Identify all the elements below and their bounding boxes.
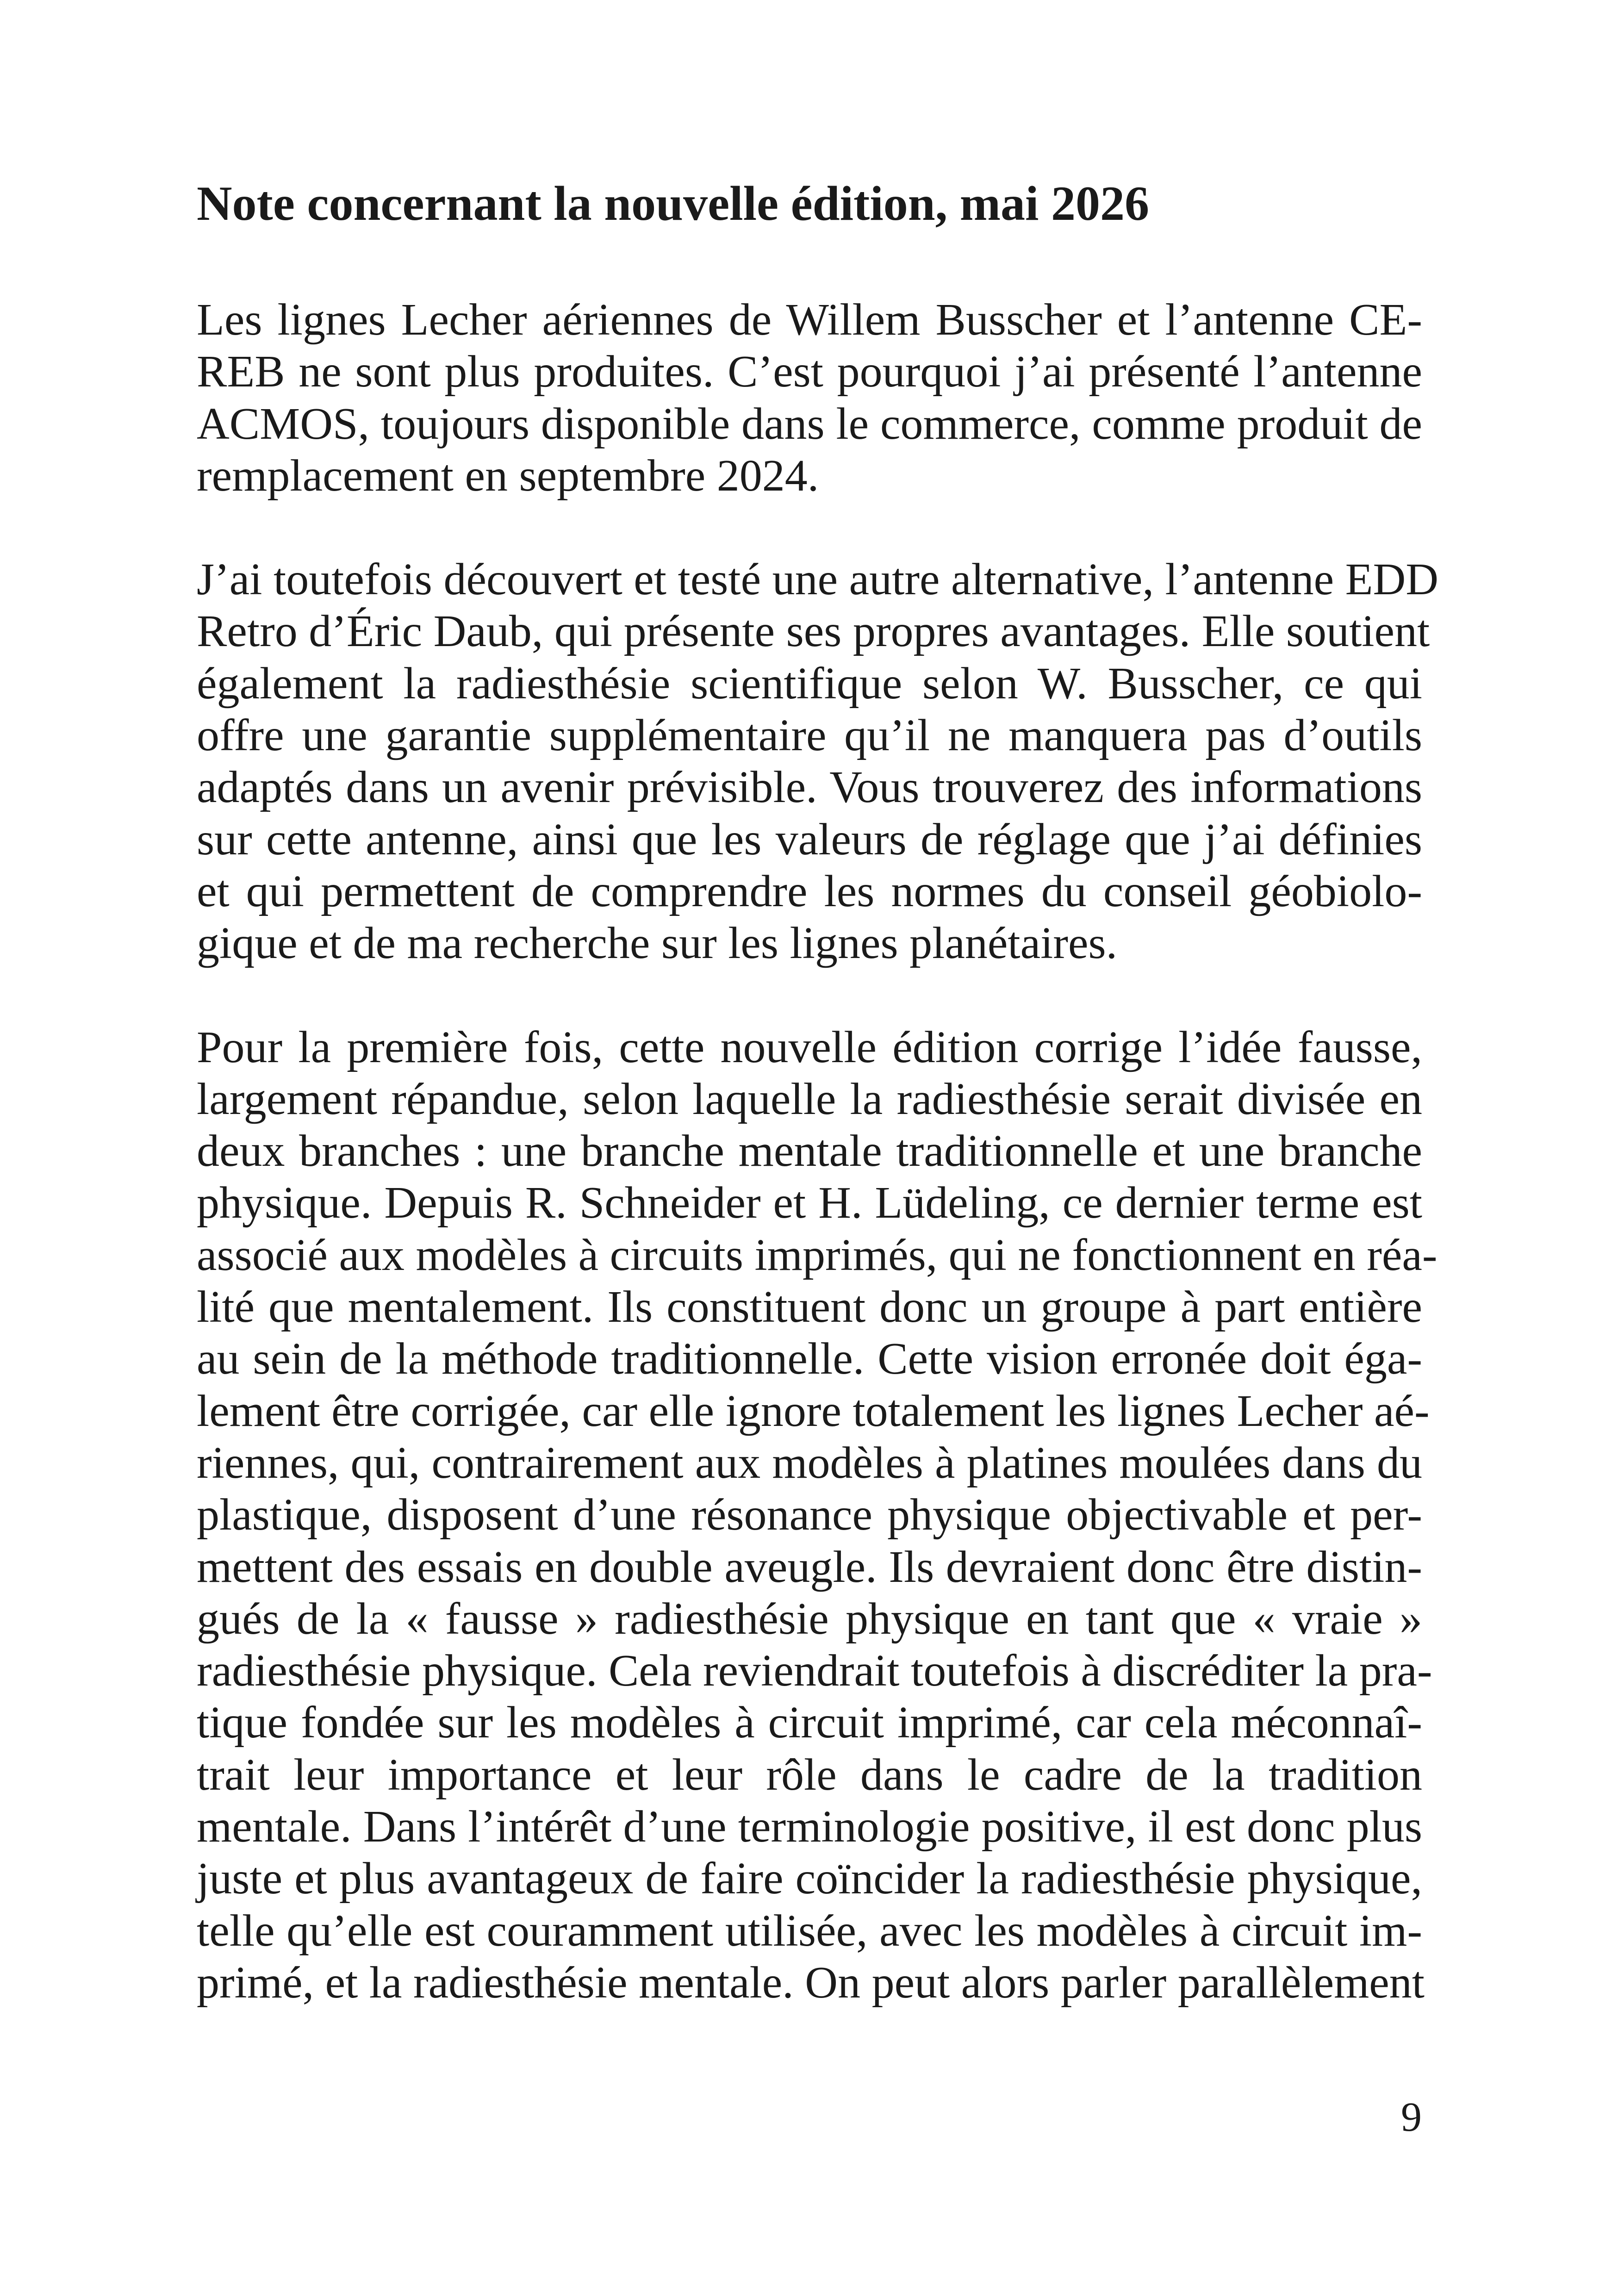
text-line: Les lignes Lecher aériennes de Willem Busscher et l’antenne CE- [197,295,1422,345]
text-line: largement répandue, selon laquelle la radiesthésie serait divisée en [197,1074,1422,1124]
text-line: ACMOS, toujours disponible dans le commerce, comme produit de [197,398,1422,449]
text-line: telle qu’elle est couramment utilisée, avec les modèles à circuit im- [197,1905,1422,1956]
text-line: et qui permettent de comprendre les normes du conseil géobiolo- [197,866,1422,916]
paragraph [197,294,1422,502]
text-line: Retro d’Éric Daub, qui présente ses propres avantages. Elle soutient [197,606,1430,657]
text-line: sur cette antenne, ainsi que les valeurs de réglage que j’ai définies [197,814,1422,865]
text-line: primé, et la radiesthésie mentale. On peut alors parler parallèlement [197,1957,1425,2008]
text-line: gués de la « fausse » radiesthésie physique en tant que « vraie » [197,1593,1422,1644]
text-line: remplacement en septembre 2024. [197,450,819,501]
text-line: offre une garantie supplémentaire qu’il ne manquera pas d’outils [197,710,1422,761]
text-line: également la radiesthésie scientifique selon W. Busscher, ce qui [197,658,1422,709]
text-line: mentale. Dans l’intérêt d’une terminologie positive, il est donc plus [197,1802,1422,1852]
text-line: REB ne sont plus produites. C’est pourquoi j’ai présenté l’antenne [197,347,1422,397]
body-text [197,294,1438,2060]
text-line: J’ai toutefois découvert et testé une autre alternative, l’antenne EDD [197,554,1438,605]
text-line: physique. Depuis R. Schneider et H. Lüdeling, ce dernier terme est [197,1178,1422,1228]
text-line: juste et plus avantageux de faire coïncider la radiesthésie physique, [197,1854,1422,1904]
text-line: au sein de la méthode traditionnelle. Cette vision erronée doit éga- [197,1334,1422,1384]
text-line: lement être corrigée, car elle ignore totalement les lignes Lecher aé- [197,1386,1430,1436]
text-line: mettent des essais en double aveugle. Ils devraient donc être distin- [197,1542,1422,1592]
text-line: riennes, qui, contrairement aux modèles à platines moulées dans du [197,1437,1422,1488]
text-line: associé aux modèles à circuits imprimés, qui ne fonctionnent en réa- [197,1230,1438,1280]
text-line: adaptés dans un avenir prévisible. Vous trouverez des informations [197,762,1422,813]
paragraph [197,554,1438,969]
text-line: deux branches : une branche mentale traditionnelle et une branche [197,1126,1422,1176]
page-number: 9 [1401,2094,1422,2140]
paragraph [197,1021,1438,2009]
text-line: gique et de ma recherche sur les lignes planétaires. [197,918,1118,969]
text-line: tique fondée sur les modèles à circuit imprimé, car cela méconnaî- [197,1698,1422,1748]
text-line: Pour la première fois, cette nouvelle édition corrige l’idée fausse, [197,1022,1422,1072]
text-line: plastique, disposent d’une résonance physique objectivable et per- [197,1490,1422,1540]
section-heading: Note concernant la nouvelle édition, mai 2026 [197,176,1149,230]
text-line: lité que mentalement. Ils constituent donc un groupe à part entière [197,1282,1422,1332]
text-line: radiesthésie physique. Cela reviendrait toutefois à discréditer la pra- [197,1646,1432,1696]
text-line: trait leur importance et leur rôle dans le cadre de la tradition [197,1749,1422,1800]
